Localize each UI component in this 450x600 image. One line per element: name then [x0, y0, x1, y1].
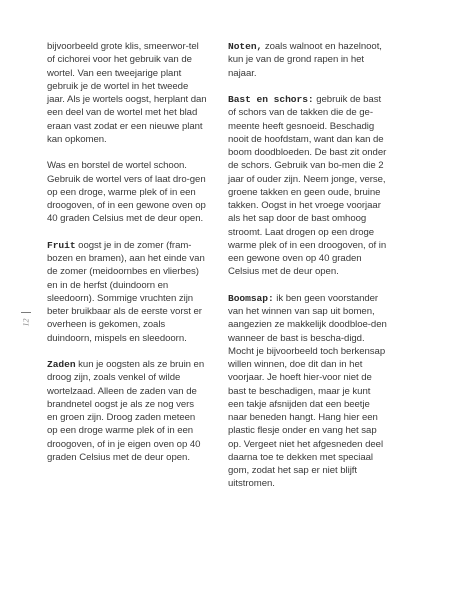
- term-nuts: Noten,: [228, 41, 263, 52]
- paragraph-seeds: [47, 358, 207, 464]
- fruit-text: oogst je in de zomer (fram-bozen en bramen), aan het einde van de zomer (meidoornbes en vlierbes) en in de herfst (duindoorn en sleedoorn). Sommige vruchten zijn beter bruikbaar als de eerste vorst er overheen is gekomen, zoals duindoorn, mispels en sleedoorn.: [47, 239, 205, 344]
- bark-text: gebruik de bast of schors van de takken die de ge-meente heeft gesnoeid. Beschadig nooit de hoofdstam, want dan kan de boom doodbloeden. De bast zit onder de schors. Gebruik van bo-men die 2 jaar of ouder zijn. Neem jonge, verse, groene takken en geen oude, bruine takken. Oogst in het vroege voorjaar als het sap door de bast omhoog stroomt. Laat drogen op een droge warme plek of in een droogoven, of in een gewone oven op 40 graden Celsius met de deur open.: [228, 94, 387, 278]
- nuts-text: zoals walnoot en hazelnoot, kun je van de grond rapen in het najaar.: [228, 41, 382, 79]
- paragraph-roots-cont: bijvoorbeeld grote klis, smeerwor-tel of cichorei voor het gebruik van de wortel. Van een tweejarige plant gebruik je de wortel in het tweede jaar. Als je wortels oogst, herplant dan een deel van de wortel met het blad eraan vast zodat er een nieuwe plant kan opkomen.: [47, 41, 207, 145]
- right-column: [228, 40, 388, 504]
- left-column: [47, 40, 207, 477]
- term-seeds: Zaden: [47, 359, 76, 370]
- paragraph-fruit: [47, 239, 207, 345]
- page-number: 12: [21, 318, 31, 327]
- term-tree-sap: Boomsap:: [228, 292, 274, 304]
- term-bark: Bast en schors:: [228, 94, 314, 105]
- paragraph-tree-sap: [228, 292, 388, 491]
- seeds-text: kun je oogsten als ze bruin en droog zijn, zoals venkel of wilde wortelzaad. Alleen de zaden van de brandnetel oogst je als ze nog vers en groen zijn. Droog zaden meteen op een droge warme plek of in een droogoven, of in je eigen oven op 40 graden Celsius met de deur open.: [47, 359, 205, 463]
- paragraph-nuts: [228, 40, 388, 80]
- paragraph-roots-drying: Was en borstel de wortel schoon. Gebruik de wortel vers of laat dro-gen op een droge, warme plek of in een droogoven, of in een gewone oven op 40 graden Celsius met de deur open.: [47, 160, 206, 225]
- term-fruit: Fruit: [47, 239, 76, 251]
- tree-sap-text: ik ben geen voorstander van het winnen van sap uit bomen, aangezien ze makkelijk doodbloe-den wanneer de bast is bescha-digd. Mocht je bijvoorbeeld toch berkensap willen winnen, doe dit dan in het voorjaar. Je hoeft hier-voor niet de bast te beschadigen, maar je kunt een takje afsnijden dat een beetje naar beneden hangt. Hang hier een plastic flesje onder en vang het sap op. Vergeet niet het afgesneden deel daarna toe te dekken met speciaal gom, zodat het sap er niet blijft uitstromen.: [228, 292, 387, 490]
- margin-rule: [21, 312, 31, 313]
- paragraph-bark: [228, 93, 388, 279]
